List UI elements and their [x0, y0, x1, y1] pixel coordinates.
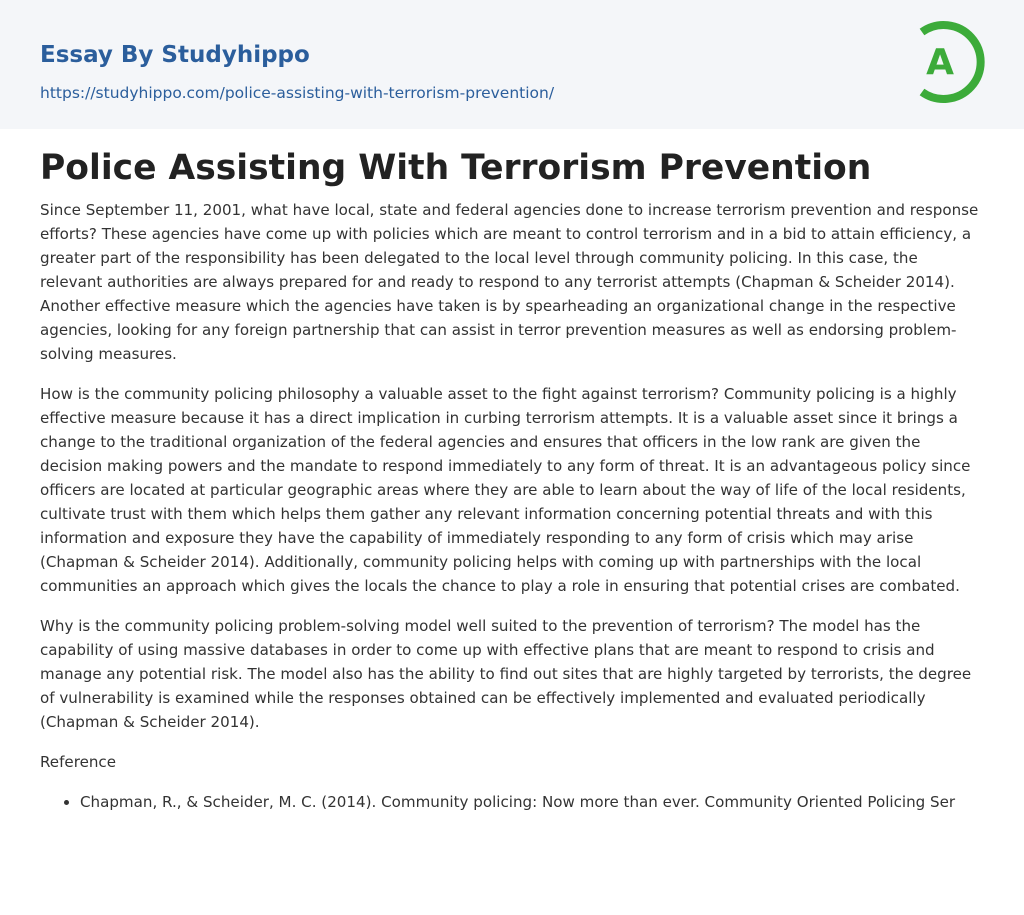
logo-letter: A: [926, 42, 954, 83]
article-url-link[interactable]: https://studyhippo.com/police-assisting-with-terrorism-prevention/: [40, 84, 555, 102]
article-body: [40, 144, 984, 814]
article-title: Police Assisting With Terrorism Prevention: [40, 148, 872, 188]
site-header: [0, 0, 1024, 129]
paragraph-2: How is the community policing philosophy a valuable asset to the fight against terrorism? Community policing is a highly effective measure because it has a direct implication in curbing terrorism attempts. It is a valuable asset since it brings a change to the traditional organization of the federal agencies and ensures that officers in the low rank are given the decision making powers and the mandate to respond immediately to any form of threat. It is an advantageous policy since officers are located at particular geographic areas where they are able to learn about the way of life of the local residents, cultivate trust with them which helps them gather any relevant information concerning potential threats and with this information and exposure they have the capability of immediately responding to any form of crisis which may arise (Chapman & Scheider 2014). Additionally, community policing helps with coming up with partnerships with the local communities an approach which gives the locals the chance to play a role in ensuring that potential crises are combated.: [40, 385, 971, 595]
reference-heading: Reference: [40, 753, 117, 771]
studyhippo-logo-icon[interactable]: [912, 18, 988, 106]
paragraph-1: Since September 11, 2001, what have local, state and federal agencies done to increase terrorism prevention and response efforts? These agencies have come up with policies which are meant to control terrorism and in a bid to attain efficiency, a greater part of the responsibility has been delegated to the local level through community policing. In this case, the relevant authorities are always prepared for and ready to respond to any terrorist attempts (Chapman & Scheider 2014). Another effective measure which the agencies have taken is by spearheading an organizational change in the respective agencies, looking for any foreign partnership that can assist in terror prevention measures as well as endorsing problem-solving measures.: [40, 201, 979, 363]
brand-title[interactable]: Essay By Studyhippo: [40, 42, 310, 68]
paragraph-3: Why is the community policing problem-solving model well suited to the prevention of terrorism? The model has the capability of using massive databases in order to come up with effective plans that are meant to respond to crisis and manage any potential risk. The model also has the ability to find out sites that are highly targeted by terrorists, the degree of vulnerability is examined while the responses obtained can be effectively implemented and evaluated periodically (Chapman & Scheider 2014).: [40, 617, 972, 731]
reference-item: • Chapman, R., & Scheider, M. C. (2014). Community policing: Now more than ever. Community Oriented Policing Ser: [80, 790, 984, 814]
reference-list: [40, 790, 984, 814]
